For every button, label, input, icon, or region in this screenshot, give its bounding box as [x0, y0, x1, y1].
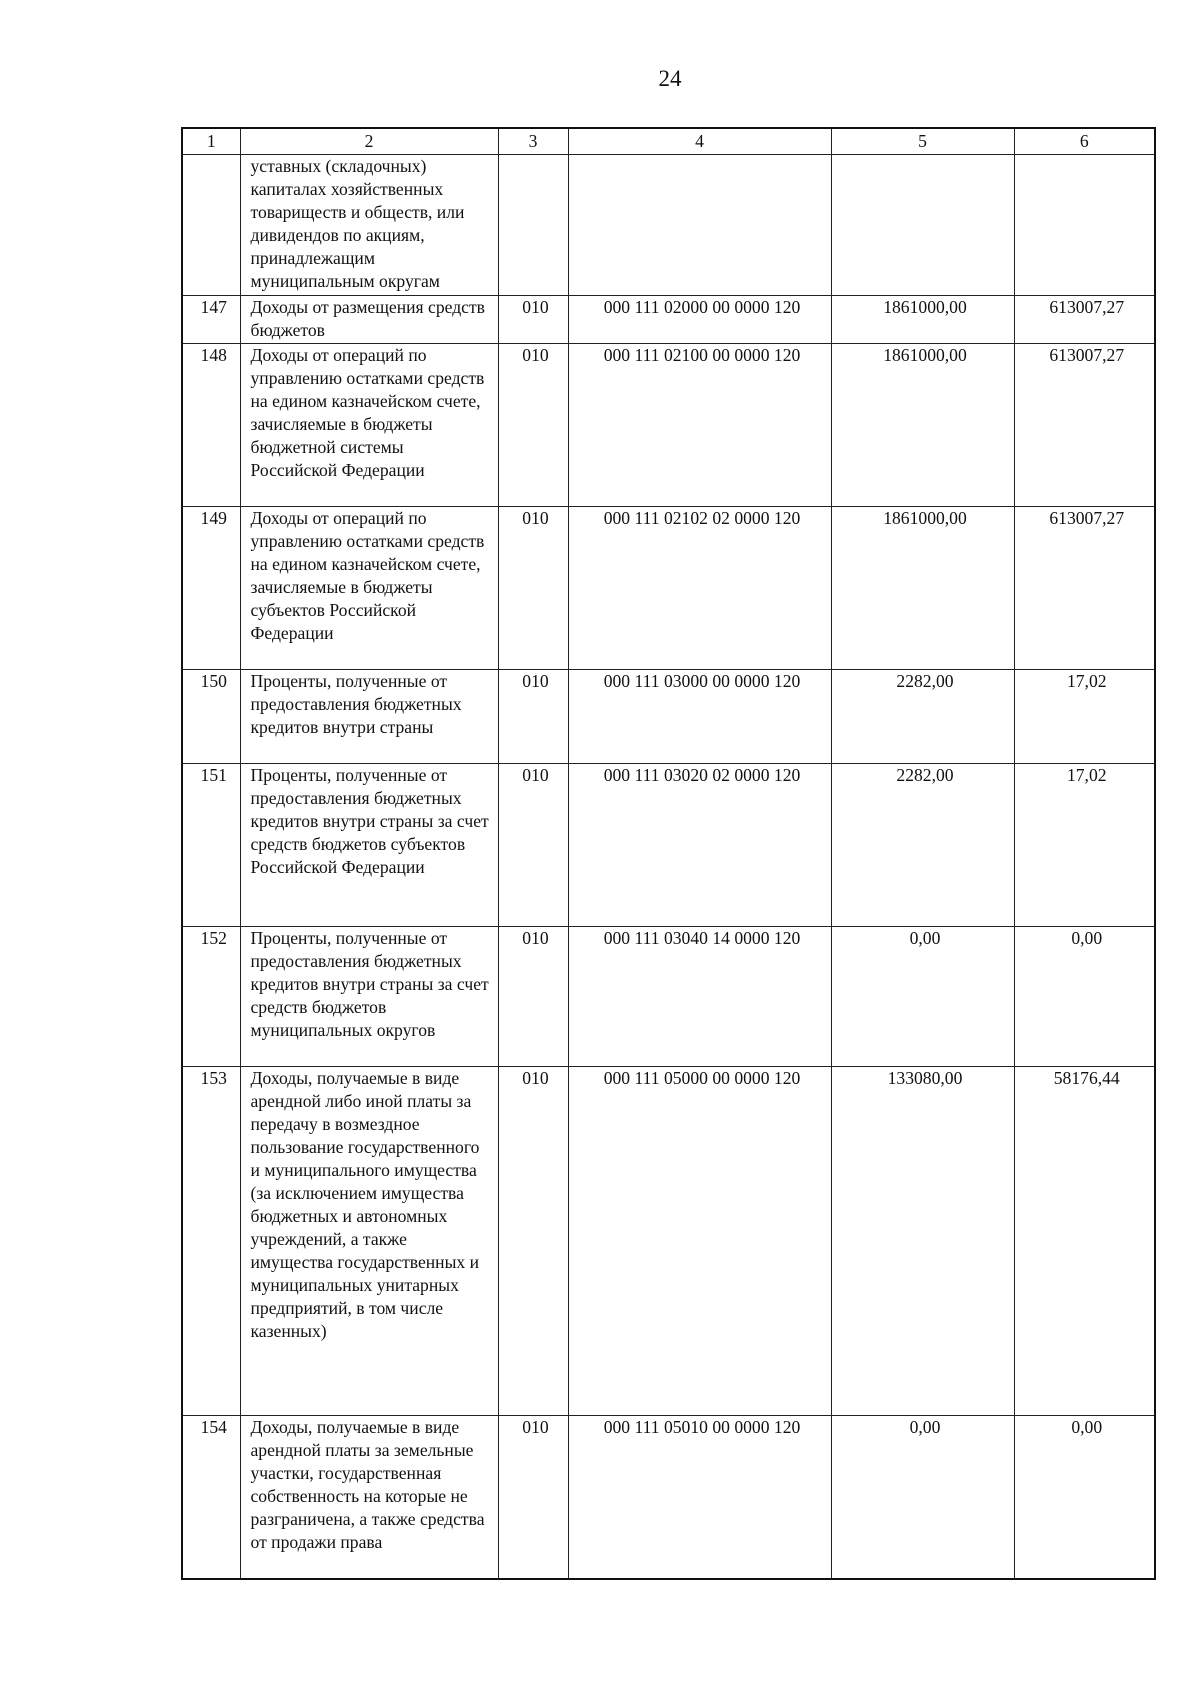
header-cell-3: 3: [498, 128, 568, 155]
executed-amount: 17,02: [1014, 670, 1155, 764]
approved-amount: [831, 155, 1014, 296]
budget-classification-code: 000 111 03000 00 0000 120: [568, 670, 831, 764]
executed-amount: 0,00: [1014, 1416, 1155, 1579]
line-code: 010: [498, 296, 568, 344]
header-cell-6: 6: [1014, 128, 1155, 155]
line-code: 010: [498, 670, 568, 764]
header-cell-1: 1: [182, 128, 240, 155]
income-name: Доходы от операций по управлению остатками средств на едином казначейском счете, зачисляемые в бюджеты бюджетной системы Российской Федерации: [240, 344, 498, 507]
budget-classification-code: 000 111 02102 02 0000 120: [568, 507, 831, 670]
line-code: 010: [498, 764, 568, 927]
approved-amount: 1861000,00: [831, 296, 1014, 344]
row-number: 150: [182, 670, 240, 764]
budget-classification-code: 000 111 02000 00 0000 120: [568, 296, 831, 344]
line-code: [498, 155, 568, 296]
approved-amount: 2282,00: [831, 764, 1014, 927]
income-name: Проценты, полученные от предоставления бюджетных кредитов внутри страны: [240, 670, 498, 764]
income-name: Доходы от размещения средств бюджетов: [240, 296, 498, 344]
line-code: 010: [498, 507, 568, 670]
budget-classification-code: [568, 155, 831, 296]
row-number: 151: [182, 764, 240, 927]
header-cell-4: 4: [568, 128, 831, 155]
executed-amount: 613007,27: [1014, 296, 1155, 344]
income-name: Доходы от операций по управлению остатками средств на едином казначейском счете, зачисляемые в бюджеты субъектов Российской Федерации: [240, 507, 498, 670]
row-number: 152: [182, 927, 240, 1067]
table-row: [182, 1416, 1155, 1579]
line-code: 010: [498, 1416, 568, 1579]
table-row: [182, 507, 1155, 670]
row-number: [182, 155, 240, 296]
income-name: уставных (складочных) капиталах хозяйственных товариществ и обществ, или дивидендов по акциям, принадлежащим муниципальным округам: [240, 155, 498, 296]
budget-classification-code: 000 111 05010 00 0000 120: [568, 1416, 831, 1579]
table-header-row: [182, 128, 1155, 155]
table-row: [182, 927, 1155, 1067]
executed-amount: 0,00: [1014, 927, 1155, 1067]
line-code: 010: [498, 344, 568, 507]
header-cell-5: 5: [831, 128, 1014, 155]
approved-amount: 0,00: [831, 1416, 1014, 1579]
line-code: 010: [498, 1067, 568, 1416]
page-number: 24: [658, 66, 682, 91]
approved-amount: 133080,00: [831, 1067, 1014, 1416]
income-name: Доходы, получаемые в виде арендной либо иной платы за передачу в возмездное пользование государственного и муниципального имущества (за исключением имущества бюджетных и автономных учреждений, а также имущества государственных и муниципальных унитарных предприятий, в том числе казенных): [240, 1067, 498, 1416]
row-number: 148: [182, 344, 240, 507]
row-number: 154: [182, 1416, 240, 1579]
income-name: Доходы, получаемые в виде арендной платы за земельные участки, государственная собственность на которые не разграничена, а также средства от продажи права: [240, 1416, 498, 1579]
executed-amount: 613007,27: [1014, 507, 1155, 670]
report-table: [181, 127, 1156, 1580]
executed-amount: 58176,44: [1014, 1067, 1155, 1416]
table-row: [182, 155, 1155, 296]
table-row: [182, 296, 1155, 344]
approved-amount: 1861000,00: [831, 507, 1014, 670]
approved-amount: 0,00: [831, 927, 1014, 1067]
executed-amount: 17,02: [1014, 764, 1155, 927]
executed-amount: [1014, 155, 1155, 296]
income-name: Проценты, полученные от предоставления бюджетных кредитов внутри страны за счет средств бюджетов муниципальных округов: [240, 927, 498, 1067]
line-code: 010: [498, 927, 568, 1067]
budget-classification-code: 000 111 02100 00 0000 120: [568, 344, 831, 507]
table-row: [182, 764, 1155, 927]
table-row: [182, 1067, 1155, 1416]
budget-classification-code: 000 111 03020 02 0000 120: [568, 764, 831, 927]
header-cell-2: 2: [240, 128, 498, 155]
table-row: [182, 670, 1155, 764]
table-row: [182, 344, 1155, 507]
approved-amount: 1861000,00: [831, 344, 1014, 507]
row-number: 153: [182, 1067, 240, 1416]
row-number: 149: [182, 507, 240, 670]
executed-amount: 613007,27: [1014, 344, 1155, 507]
approved-amount: 2282,00: [831, 670, 1014, 764]
row-number: 147: [182, 296, 240, 344]
budget-classification-code: 000 111 05000 00 0000 120: [568, 1067, 831, 1416]
budget-classification-code: 000 111 03040 14 0000 120: [568, 927, 831, 1067]
income-name: Проценты, полученные от предоставления бюджетных кредитов внутри страны за счет средств бюджетов субъектов Российской Федерации: [240, 764, 498, 927]
